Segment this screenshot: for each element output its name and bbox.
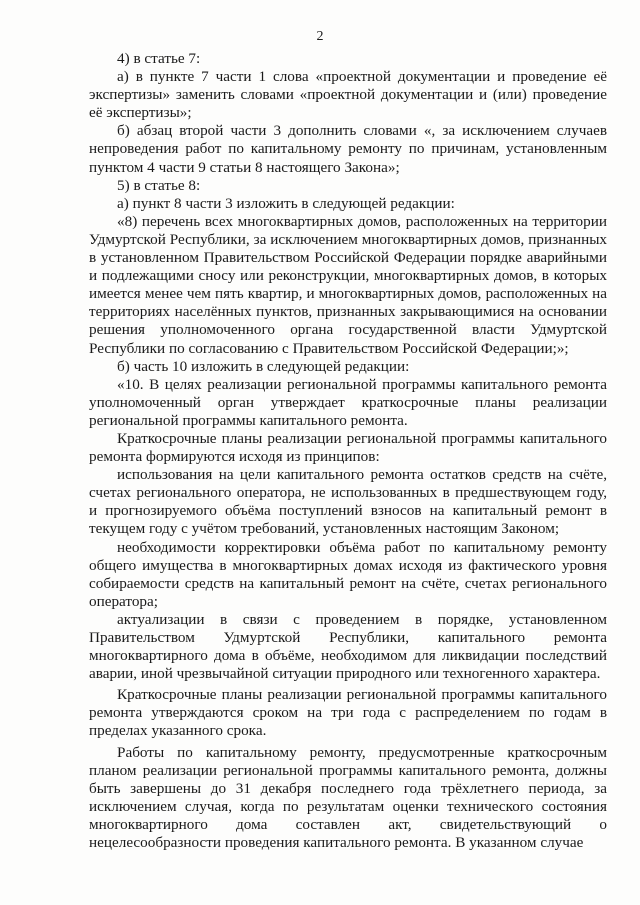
paragraph: использования на цели капитального ремонта остатков средств на счёте, счетах регионального оператора, не использованных в предшествующем году, и прогнозируемого объёма поступлений взносов на капитальный ремонт в текущем году с учётом требований, установленных настоящим Законом; <box>89 466 607 538</box>
paragraph: 4) в статье 7: <box>117 50 201 67</box>
paragraph: 5) в статье 8: <box>117 176 201 194</box>
paragraph: а) пункт 8 части 3 изложить в следующей редакции: <box>117 194 455 212</box>
paragraph: актуализации в связи с проведением в порядке, установленном Правительством Удмуртской Республики, капитального ремонта многоквартирного дома в объёме, необходимом для ликвидации последствий аварии, иной чрезвычайной ситуации природного или техногенного характера. <box>89 610 607 683</box>
paragraph: б) абзац второй части 3 дополнить словами «, за исключением случаев непроведения работ по капитальному ремонту по причинам, установленным пунктом 4 части 9 статьи 8 настоящего Закона»; <box>89 122 607 176</box>
paragraph: Краткосрочные планы реализации региональной программы капитального ремонта формируются исходя из принципов: <box>89 429 607 466</box>
paragraph: б) часть 10 изложить в следующей редакции: <box>117 357 410 375</box>
paragraph: Работы по капитальному ремонту, предусмотренные краткосрочным планом реализации региональной программы капитального ремонта, должны быть завершены до 31 декабря последнего года трёхлетнего периода, за исключением случая, когда по результатам оценки технического состояния многоквартирного дома составлен акт, свидетельствующий о нецелесообразности проведения капитального ремонта. В указанном случае <box>89 743 607 852</box>
paragraph: «10. В целях реализации региональной программы капитального ремонта уполномоченный орган утверждает краткосрочные планы реализации региональной программы капитального ремонта. <box>89 375 607 429</box>
paragraph: «8) перечень всех многоквартирных домов, расположенных на территории Удмуртской Республики, за исключением многоквартирных домов, признанных в установленном Правительством Российской Федерации порядке аварийными и подлежащими сносу или реконструкции, многоквартирных домов, в которых имеется менее чем пять квартир, и многоквартирных домов, расположенных на территориях населённых пунктов, признанных закрывающимися на основании решения уполномоченного органа государственной власти Удмуртской Республики по согласованию с Правительством Российской Федерации;»; <box>89 212 607 357</box>
paragraph: а) в пункте 7 части 1 слова «проектной документации и проведение её экспертизы» заменить словами «проектной документации и (или) проведение её экспертизы»; <box>89 68 607 122</box>
page-number: 2 <box>316 29 324 44</box>
paragraph: необходимости корректировки объёма работ по капитальному ремонту общего имущества в многоквартирных домах исходя из фактического уровня собираемости средств на капитальный ремонт на счёте, счетах регионального оператора; <box>89 538 607 610</box>
body-text <box>89 50 607 852</box>
paragraph: Краткосрочные планы реализации региональной программы капитального ремонта утверждаются сроком на три года с распределением по годам в пределах указанного срока. <box>89 686 607 740</box>
